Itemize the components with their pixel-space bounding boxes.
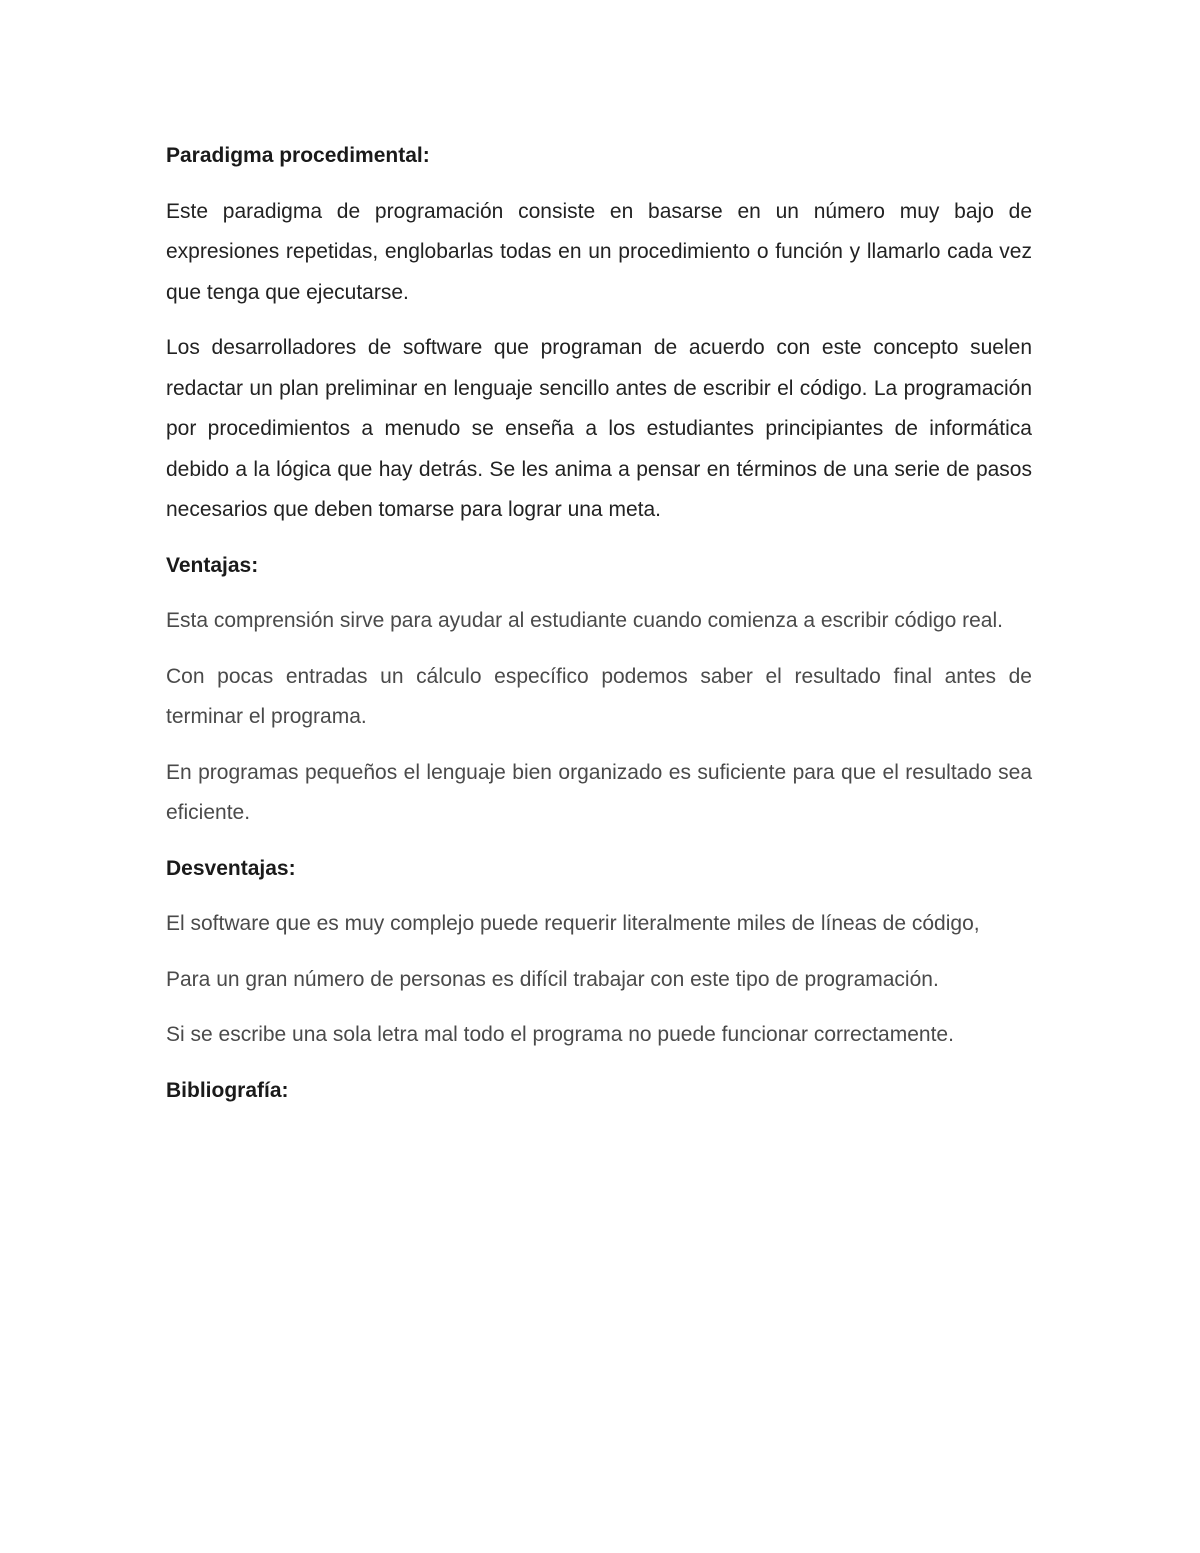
paragraph: Para un gran número de personas es difícil trabajar con este tipo de programación. [166,967,939,991]
document-body [166,136,1032,1126]
section-heading-ventajas: Ventajas: [166,553,259,577]
paragraph: Si se escribe una sola letra mal todo el programa no puede funcionar correctamente. [166,1023,954,1046]
paragraph: Esta comprensión sirve para ayudar al estudiante cuando comienza a escribir código real. [166,609,1003,632]
paragraph: En programas pequeños el lenguaje bien organizado es suficiente para que el resultado sea eficiente. [166,760,1032,824]
paragraph: Este paradigma de programación consiste en basarse en un número muy bajo de expresiones repetidas, englobarlas todas en un procedimiento o función y llamarlo cada vez que tenga que ejecutarse. [166,199,1032,304]
section-heading-bibliografia: Bibliografía: [166,1078,289,1102]
paragraph: Los desarrolladores de software que programan de acuerdo con este concepto suelen redactar un plan preliminar en lenguaje sencillo antes de escribir el código. La programación por procedimientos a menudo se enseña a los estudiantes principiantes de informática debido a la lógica que hay detrás. Se les anima a pensar en términos de una serie de pasos necesarios que deben tomarse para lograr una meta. [166,336,1032,521]
section-heading-desventajas: Desventajas: [166,856,296,880]
section-heading-paradigma: Paradigma procedimental: [166,144,430,167]
paragraph: Con pocas entradas un cálculo específico podemos saber el resultado final antes de terminar el programa. [166,664,1032,728]
paragraph: El software que es muy complejo puede requerir literalmente miles de líneas de código, [166,912,980,935]
